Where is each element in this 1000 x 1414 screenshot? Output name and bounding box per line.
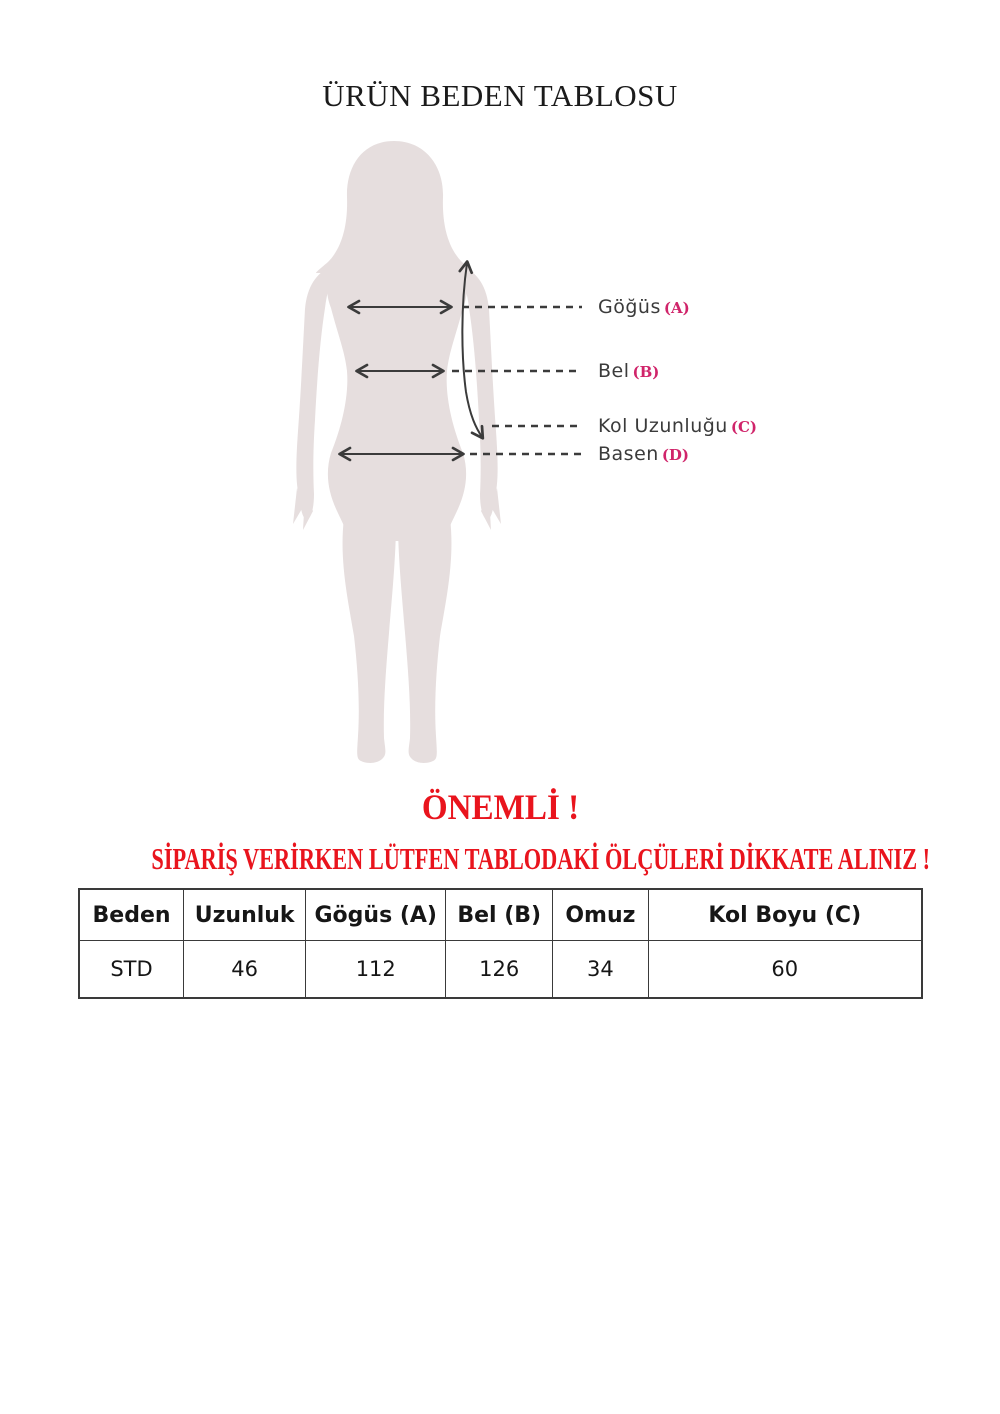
measurement-label-arm-length (598, 413, 757, 439)
warning-text: SİPARİŞ VERİRKEN LÜTFEN TABLODAKİ ÖLÇÜLERİ DİKKATE ALINIZ ! (151, 841, 931, 876)
measurement-letter: (A) (663, 299, 690, 317)
col-header-kol-boyu: Kol Boyu (C) (648, 889, 922, 941)
page-title: ÜRÜN BEDEN TABLOSU (322, 78, 678, 113)
body-silhouette (293, 141, 501, 763)
col-header-beden: Beden (79, 889, 184, 941)
col-header-uzunluk: Uzunluk (184, 889, 306, 941)
measurement-name: Bel (598, 360, 630, 382)
cell-gogus: 112 (306, 941, 446, 999)
cell-beden: STD (79, 941, 184, 999)
cell-omuz: 34 (553, 941, 648, 999)
size-table-row (79, 941, 922, 999)
col-header-omuz: Omuz (553, 889, 648, 941)
important-heading: ÖNEMLİ ! (421, 787, 579, 827)
cell-kol-boyu: 60 (648, 941, 922, 999)
measurement-letter: (D) (661, 446, 690, 464)
col-header-bel: Bel (B) (446, 889, 553, 941)
measurement-label-chest (598, 294, 690, 320)
measurement-diagram (270, 135, 600, 785)
measurement-name: Basen (598, 443, 659, 465)
col-header-gogus: Gögüs (A) (306, 889, 446, 941)
cell-uzunluk: 46 (184, 941, 306, 999)
measurement-letter: (C) (730, 418, 757, 436)
measurement-label-hip (598, 441, 689, 467)
size-table (78, 888, 923, 999)
measurement-name: Göğüs (598, 296, 661, 318)
cell-bel: 126 (446, 941, 553, 999)
measurement-name: Kol Uzunluğu (598, 415, 728, 437)
measurement-letter: (B) (632, 363, 660, 381)
size-table-header-row (79, 889, 922, 941)
measurement-label-waist (598, 358, 659, 384)
